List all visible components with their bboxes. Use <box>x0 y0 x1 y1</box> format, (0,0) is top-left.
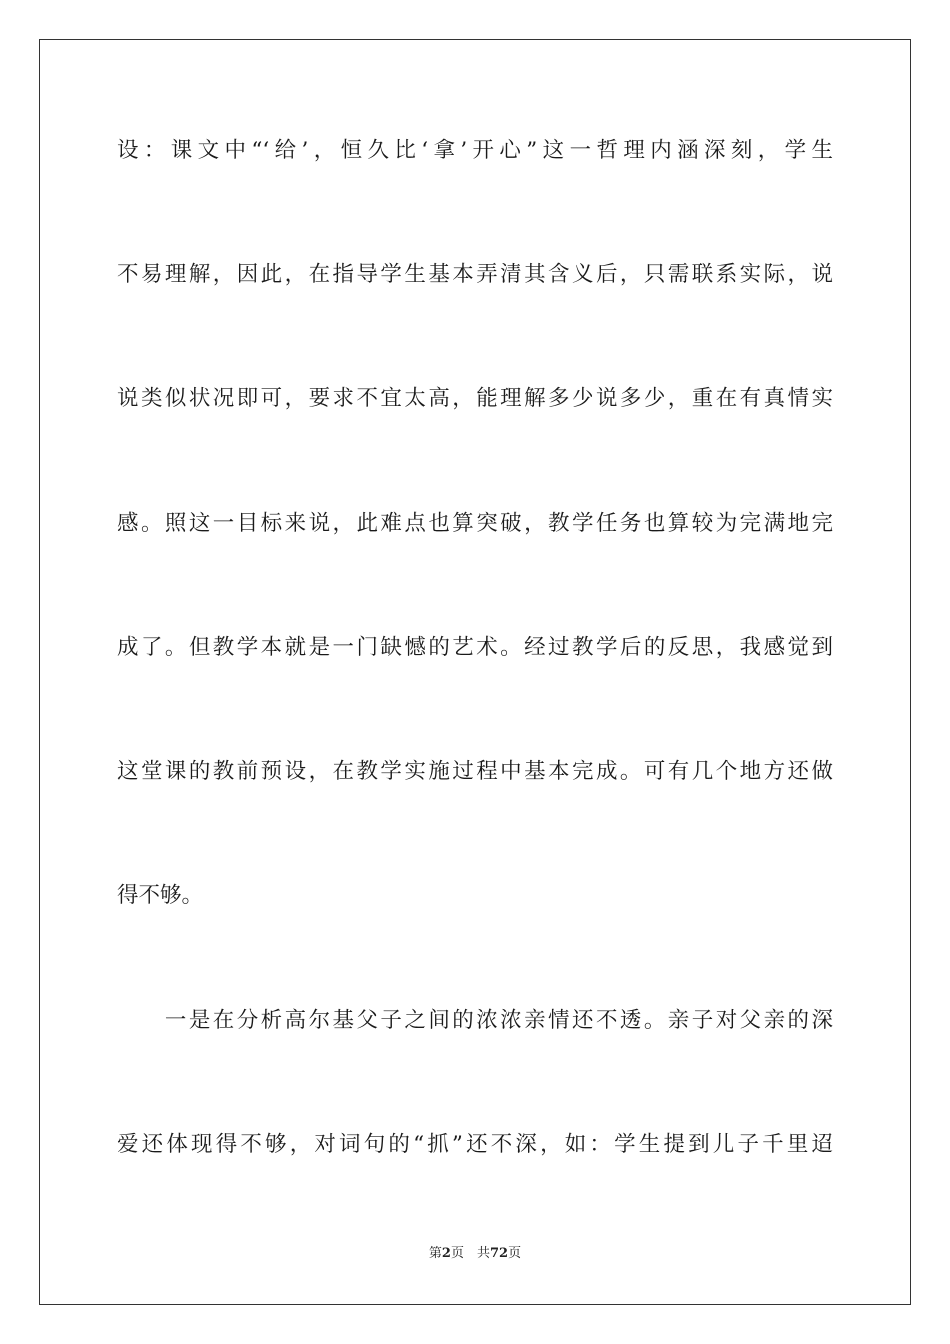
text-line: 不易理解，因此，在指导学生基本弄清其含义后，只需联系实际，说 <box>117 262 833 287</box>
text-line: 一是在分析高尔基父子之间的浓浓亲情还不透。亲子对父亲的深 <box>117 1008 833 1033</box>
page-number: 2 <box>441 1246 451 1261</box>
text-line: 成了。但教学本就是一门缺憾的艺术。经过教学后的反思，我感觉到 <box>117 635 833 660</box>
text-line: 爱还体现得不够，对词句的“抓”还不深，如：学生提到儿子千里迢 <box>117 1132 833 1157</box>
total-suffix: 页 <box>508 1246 522 1261</box>
text-line: 说类似状况即可，要求不宜太高，能理解多少说多少，重在有真情实 <box>117 386 833 411</box>
page-footer <box>0 1245 950 1263</box>
text-line: 感。照这一目标来说，此难点也算突破，教学任务也算较为完满地完 <box>117 511 833 536</box>
text-line: 这堂课的教前预设，在教学实施过程中基本完成。可有几个地方还做 <box>117 759 833 784</box>
page-border <box>39 39 911 1305</box>
text-line: 得不够。 <box>117 883 204 908</box>
page-suffix: 页 <box>450 1246 464 1261</box>
total-prefix: 共 <box>476 1246 490 1261</box>
page-prefix: 第 <box>428 1246 442 1261</box>
text-line: 设：课文中“‘给’，恒久比‘拿’开心”这一哲理内涵深刻，学生 <box>117 138 833 163</box>
total-pages: 72 <box>490 1246 509 1261</box>
